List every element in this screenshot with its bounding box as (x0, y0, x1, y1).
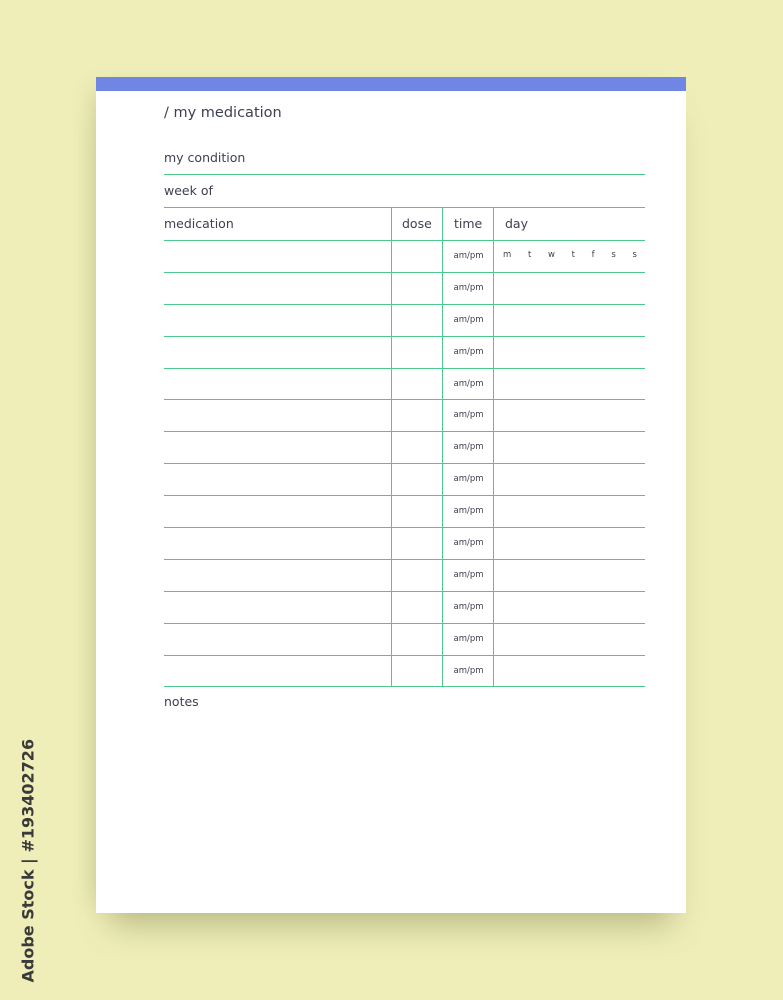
dose-cell[interactable] (391, 496, 443, 527)
table-row (164, 241, 645, 273)
accent-bar (96, 77, 686, 91)
dose-cell[interactable] (391, 592, 443, 623)
time-ampm-label: am/pm (453, 601, 484, 612)
dose-cell[interactable] (391, 656, 443, 687)
time-cell[interactable] (442, 273, 494, 304)
weekday-letter: s (632, 250, 637, 260)
time-cell[interactable] (442, 369, 494, 400)
weekday-letter: t (571, 250, 575, 260)
time-cell[interactable] (442, 560, 494, 591)
time-ampm-label: am/pm (453, 378, 484, 389)
medication-cell[interactable] (164, 624, 391, 655)
day-cell[interactable] (493, 337, 645, 368)
time-ampm-label: am/pm (453, 282, 484, 293)
time-cell[interactable] (442, 337, 494, 368)
table-row (164, 560, 645, 592)
time-ampm-label: am/pm (453, 506, 484, 517)
day-cell[interactable] (493, 273, 645, 304)
medication-table (164, 208, 645, 687)
table-row (164, 273, 645, 305)
header-dose: dose (391, 208, 443, 240)
time-ampm-label: am/pm (453, 251, 484, 261)
notes-label: notes (164, 694, 199, 709)
table-header-row (164, 208, 645, 241)
dose-cell[interactable] (391, 624, 443, 655)
medication-cell[interactable] (164, 241, 391, 272)
table-row (164, 592, 645, 624)
time-cell[interactable] (442, 592, 494, 623)
header-time: time (442, 208, 494, 240)
table-row (164, 369, 645, 401)
day-cell[interactable] (493, 656, 645, 687)
watermark-text: Adobe Stock | #193402726 (18, 738, 38, 983)
dose-cell[interactable] (391, 337, 443, 368)
table-row (164, 656, 645, 688)
dose-cell[interactable] (391, 400, 443, 431)
header-day: day (493, 208, 645, 240)
dose-cell[interactable] (391, 241, 443, 272)
dose-cell[interactable] (391, 273, 443, 304)
dose-cell[interactable] (391, 369, 443, 400)
table-row (164, 496, 645, 528)
medication-cell[interactable] (164, 273, 391, 304)
condition-field[interactable] (164, 137, 645, 175)
dose-cell[interactable] (391, 305, 443, 336)
medication-cell[interactable] (164, 337, 391, 368)
medication-sheet (96, 77, 686, 913)
medication-cell[interactable] (164, 528, 391, 559)
dose-cell[interactable] (391, 432, 443, 463)
dose-cell[interactable] (391, 528, 443, 559)
time-cell[interactable] (442, 464, 494, 495)
time-ampm-label: am/pm (453, 538, 484, 549)
time-ampm-label: am/pm (453, 665, 484, 676)
dose-cell[interactable] (391, 560, 443, 591)
time-cell[interactable] (442, 624, 494, 655)
week-of-field[interactable] (164, 175, 645, 208)
time-ampm-label: am/pm (453, 314, 484, 325)
medication-cell[interactable] (164, 496, 391, 527)
time-cell[interactable] (442, 400, 494, 431)
time-cell[interactable] (442, 528, 494, 559)
table-row (164, 337, 645, 369)
day-cell[interactable] (493, 369, 645, 400)
table-row (164, 528, 645, 560)
table-row (164, 464, 645, 496)
time-cell[interactable] (442, 432, 494, 463)
weekday-letters (503, 250, 637, 260)
time-ampm-label: am/pm (453, 569, 484, 580)
weekday-letter: t (527, 250, 532, 260)
medication-cell[interactable] (164, 432, 391, 463)
medication-cell[interactable] (164, 592, 391, 623)
day-cell[interactable] (493, 592, 645, 623)
time-cell[interactable] (442, 305, 494, 336)
weekday-letter: w (548, 250, 555, 260)
table-row (164, 305, 645, 337)
page-title: / my medication (164, 105, 282, 121)
medication-cell[interactable] (164, 560, 391, 591)
week-of-label: week of (164, 183, 213, 198)
dose-cell[interactable] (391, 464, 443, 495)
medication-cell[interactable] (164, 464, 391, 495)
table-row (164, 432, 645, 464)
table-row (164, 400, 645, 432)
day-cell[interactable] (493, 496, 645, 527)
weekday-letter: m (503, 250, 512, 260)
weekday-letter: s (611, 250, 616, 260)
medication-cell[interactable] (164, 305, 391, 336)
day-cell[interactable] (493, 464, 645, 495)
day-cell[interactable] (493, 432, 645, 463)
table-row (164, 624, 645, 656)
time-ampm-label: am/pm (453, 346, 484, 357)
time-cell[interactable] (442, 241, 494, 272)
time-ampm-label: am/pm (453, 474, 484, 485)
time-cell[interactable] (442, 496, 494, 527)
stock-watermark (8, 738, 38, 987)
day-cell[interactable] (493, 624, 645, 655)
time-ampm-label: am/pm (453, 442, 484, 453)
time-cell[interactable] (442, 656, 494, 687)
header-medication: medication (164, 216, 234, 231)
day-cell[interactable] (493, 560, 645, 591)
day-cell[interactable] (493, 528, 645, 559)
condition-label: my condition (164, 150, 246, 165)
weekday-letter: f (591, 250, 595, 260)
day-cell[interactable] (493, 305, 645, 336)
medication-cell[interactable] (164, 369, 391, 400)
day-cell[interactable] (493, 241, 645, 272)
day-cell[interactable] (493, 400, 645, 431)
time-ampm-label: am/pm (453, 410, 484, 421)
medication-cell[interactable] (164, 656, 391, 687)
medication-cell[interactable] (164, 400, 391, 431)
time-ampm-label: am/pm (453, 633, 484, 644)
